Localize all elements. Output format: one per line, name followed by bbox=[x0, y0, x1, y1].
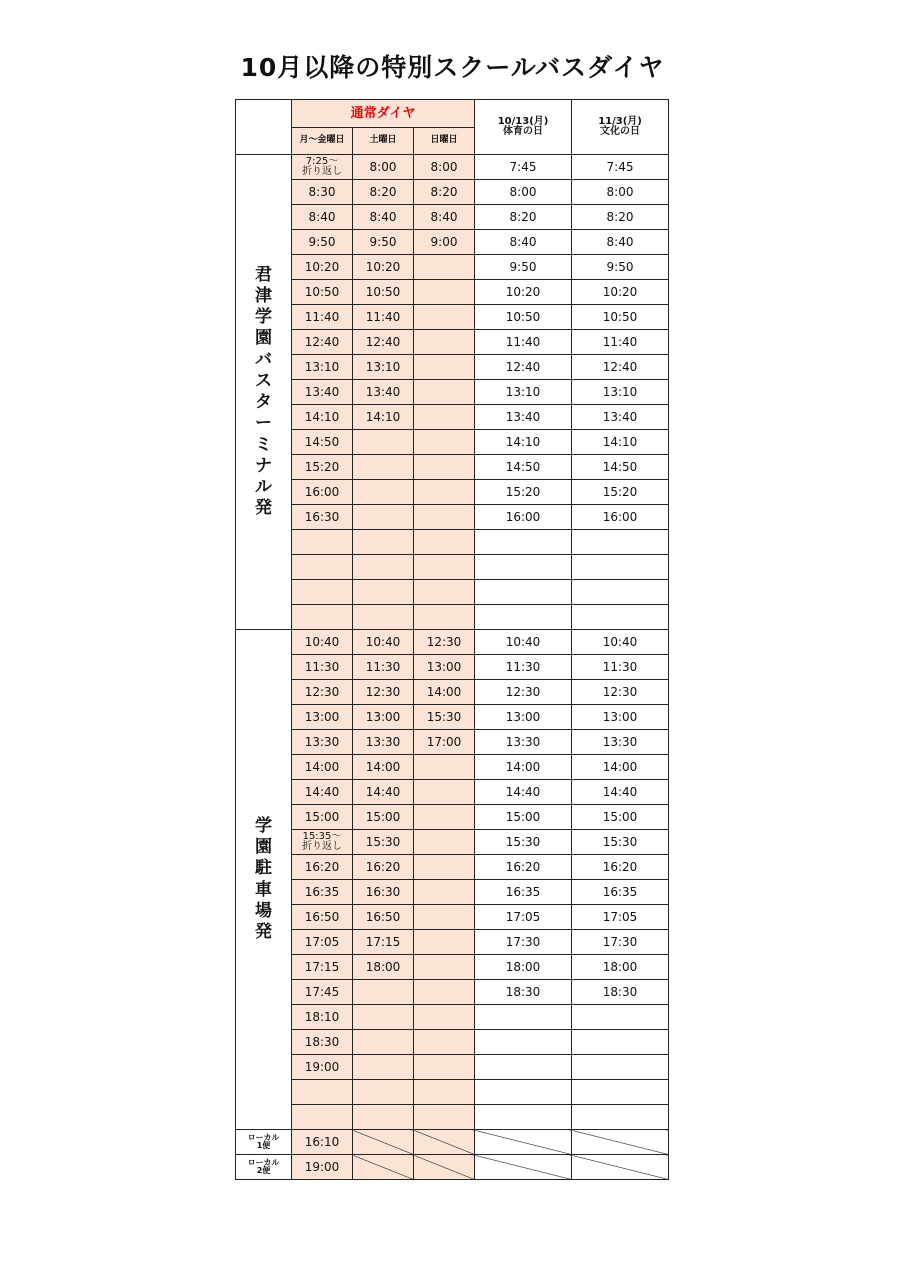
sunday-time-cell bbox=[414, 780, 475, 805]
sunday-time-cell: 12:30 bbox=[414, 630, 475, 655]
saturday-time-cell bbox=[353, 1080, 414, 1105]
not-applicable-cell bbox=[475, 1155, 572, 1180]
sunday-time-cell: 8:40 bbox=[414, 205, 475, 230]
special-day-2-time-cell bbox=[572, 580, 669, 605]
saturday-time-cell bbox=[353, 455, 414, 480]
saturday-header: 土曜日 bbox=[353, 128, 414, 155]
saturday-time-cell: 14:40 bbox=[353, 780, 414, 805]
special-day-2-time-cell: 13:30 bbox=[572, 730, 669, 755]
special-day-1-time-cell bbox=[475, 530, 572, 555]
section-label: 君津学園バスターミナル発 bbox=[236, 155, 292, 630]
special-day-1-time-cell: 14:40 bbox=[475, 780, 572, 805]
special-day-1-time-cell bbox=[475, 1105, 572, 1130]
special-day-1-time-cell: 8:20 bbox=[475, 205, 572, 230]
weekday-time-cell bbox=[292, 555, 353, 580]
special-day-1-time-cell: 13:00 bbox=[475, 705, 572, 730]
sunday-time-cell: 8:20 bbox=[414, 180, 475, 205]
weekday-time-cell: 10:40 bbox=[292, 630, 353, 655]
sunday-time-cell bbox=[414, 355, 475, 380]
table-row bbox=[236, 1055, 669, 1080]
weekday-time-cell: 15:20 bbox=[292, 455, 353, 480]
special-day-1-time-cell bbox=[475, 555, 572, 580]
special-day-1-time-cell: 14:00 bbox=[475, 755, 572, 780]
saturday-time-cell: 12:30 bbox=[353, 680, 414, 705]
special-day-1-time-cell: 9:50 bbox=[475, 255, 572, 280]
sunday-time-cell bbox=[414, 1030, 475, 1055]
weekday-time-cell: 16:30 bbox=[292, 505, 353, 530]
bus-timetable bbox=[235, 99, 669, 1180]
special-day-2-time-cell bbox=[572, 1080, 669, 1105]
table-row bbox=[236, 1005, 669, 1030]
table-row bbox=[236, 905, 669, 930]
saturday-time-cell: 16:50 bbox=[353, 905, 414, 930]
special-day-2-time-cell: 18:30 bbox=[572, 980, 669, 1005]
sunday-time-cell bbox=[414, 280, 475, 305]
weekday-time-cell: 7:25～ 折り返し bbox=[292, 155, 353, 180]
weekday-time-cell: 9:50 bbox=[292, 230, 353, 255]
weekday-time-cell: 11:40 bbox=[292, 305, 353, 330]
saturday-time-cell bbox=[353, 605, 414, 630]
table-row bbox=[236, 1105, 669, 1130]
sunday-time-cell bbox=[414, 905, 475, 930]
table-row bbox=[236, 330, 669, 355]
special-day-2-time-cell: 10:50 bbox=[572, 305, 669, 330]
table-row bbox=[236, 705, 669, 730]
table-row bbox=[236, 805, 669, 830]
weekday-time-cell: 18:10 bbox=[292, 1005, 353, 1030]
sunday-time-cell bbox=[414, 255, 475, 280]
special-day-1-time-cell: 15:30 bbox=[475, 830, 572, 855]
special-day-2-time-cell bbox=[572, 1030, 669, 1055]
special-day-1-time-cell: 13:40 bbox=[475, 405, 572, 430]
saturday-time-cell bbox=[353, 505, 414, 530]
not-applicable-cell bbox=[475, 1130, 572, 1155]
sunday-time-cell bbox=[414, 405, 475, 430]
sunday-time-cell bbox=[414, 455, 475, 480]
special-day-1-time-cell bbox=[475, 1030, 572, 1055]
table-row bbox=[236, 680, 669, 705]
saturday-time-cell: 10:40 bbox=[353, 630, 414, 655]
special-day-2-time-cell: 8:20 bbox=[572, 205, 669, 230]
local-row-label: ローカル 2便 bbox=[236, 1155, 292, 1180]
table-row bbox=[236, 180, 669, 205]
special-day-1-time-cell: 15:00 bbox=[475, 805, 572, 830]
special-day-2-time-cell: 18:00 bbox=[572, 955, 669, 980]
page-title: 10月以降の特別スクールバスダイヤ bbox=[240, 53, 665, 82]
special-day-2-time-cell: 14:10 bbox=[572, 430, 669, 455]
saturday-time-cell: 13:10 bbox=[353, 355, 414, 380]
weekday-time-cell bbox=[292, 1105, 353, 1130]
table-row bbox=[236, 955, 669, 980]
weekday-time-cell: 11:30 bbox=[292, 655, 353, 680]
weekday-time-cell: 13:30 bbox=[292, 730, 353, 755]
sunday-time-cell bbox=[414, 530, 475, 555]
weekday-time-cell: 10:50 bbox=[292, 280, 353, 305]
special-day-1-time-cell: 17:30 bbox=[475, 930, 572, 955]
not-applicable-cell bbox=[353, 1130, 414, 1155]
special-day-2-time-cell: 15:00 bbox=[572, 805, 669, 830]
weekday-header: 月～金曜日 bbox=[292, 128, 353, 155]
local-time-cell: 16:10 bbox=[292, 1130, 353, 1155]
special-day-2-time-cell: 13:00 bbox=[572, 705, 669, 730]
weekday-time-cell: 17:05 bbox=[292, 930, 353, 955]
table-row bbox=[236, 830, 669, 855]
special-day-2-time-cell bbox=[572, 1105, 669, 1130]
special-day-1-time-cell: 11:40 bbox=[475, 330, 572, 355]
special-day-1-time-cell bbox=[475, 1055, 572, 1080]
saturday-time-cell bbox=[353, 1030, 414, 1055]
saturday-time-cell: 16:30 bbox=[353, 880, 414, 905]
weekday-time-cell: 14:10 bbox=[292, 405, 353, 430]
weekday-time-cell: 16:20 bbox=[292, 855, 353, 880]
special-day-1-header: 10/13(月) 体育の日 bbox=[475, 100, 572, 155]
special-day-1-time-cell: 12:40 bbox=[475, 355, 572, 380]
special-day-1-time-cell: 10:40 bbox=[475, 630, 572, 655]
table-row bbox=[236, 930, 669, 955]
table-row bbox=[236, 505, 669, 530]
saturday-time-cell bbox=[353, 1055, 414, 1080]
not-applicable-cell bbox=[414, 1155, 475, 1180]
sunday-time-cell bbox=[414, 955, 475, 980]
weekday-time-cell: 17:45 bbox=[292, 980, 353, 1005]
special-day-1-time-cell: 18:00 bbox=[475, 955, 572, 980]
not-applicable-cell bbox=[572, 1155, 669, 1180]
header-corner bbox=[236, 100, 292, 155]
special-day-1-time-cell: 12:30 bbox=[475, 680, 572, 705]
special-day-2-time-cell bbox=[572, 555, 669, 580]
saturday-time-cell: 13:30 bbox=[353, 730, 414, 755]
sunday-time-cell: 9:00 bbox=[414, 230, 475, 255]
weekday-time-cell: 13:40 bbox=[292, 380, 353, 405]
special-day-1-time-cell: 11:30 bbox=[475, 655, 572, 680]
special-day-2-time-cell: 8:00 bbox=[572, 180, 669, 205]
special-day-2-time-cell: 11:30 bbox=[572, 655, 669, 680]
table-row bbox=[236, 630, 669, 655]
sunday-time-cell bbox=[414, 930, 475, 955]
table-row bbox=[236, 755, 669, 780]
sunday-time-cell bbox=[414, 605, 475, 630]
table-row bbox=[236, 530, 669, 555]
table-row bbox=[236, 980, 669, 1005]
special-day-1-time-cell: 17:05 bbox=[475, 905, 572, 930]
special-day-2-time-cell bbox=[572, 530, 669, 555]
special-day-2-time-cell: 15:20 bbox=[572, 480, 669, 505]
weekday-time-cell: 10:20 bbox=[292, 255, 353, 280]
weekday-time-cell bbox=[292, 530, 353, 555]
weekday-time-cell: 16:00 bbox=[292, 480, 353, 505]
saturday-time-cell: 9:50 bbox=[353, 230, 414, 255]
saturday-time-cell bbox=[353, 555, 414, 580]
saturday-time-cell bbox=[353, 580, 414, 605]
sunday-time-cell bbox=[414, 1055, 475, 1080]
sunday-time-cell bbox=[414, 1105, 475, 1130]
weekday-time-cell: 12:40 bbox=[292, 330, 353, 355]
local-time-cell: 19:00 bbox=[292, 1155, 353, 1180]
sunday-time-cell bbox=[414, 480, 475, 505]
special-day-1-time-cell bbox=[475, 605, 572, 630]
special-day-2-time-cell: 16:20 bbox=[572, 855, 669, 880]
saturday-time-cell bbox=[353, 530, 414, 555]
special-day-1-time-cell: 13:30 bbox=[475, 730, 572, 755]
special-day-2-time-cell bbox=[572, 605, 669, 630]
special-day-2-time-cell: 16:00 bbox=[572, 505, 669, 530]
weekday-time-cell: 8:30 bbox=[292, 180, 353, 205]
saturday-time-cell: 12:40 bbox=[353, 330, 414, 355]
saturday-time-cell: 18:00 bbox=[353, 955, 414, 980]
sunday-time-cell bbox=[414, 805, 475, 830]
special-day-2-time-cell bbox=[572, 1055, 669, 1080]
sunday-time-cell bbox=[414, 830, 475, 855]
special-day-2-time-cell: 17:05 bbox=[572, 905, 669, 930]
not-applicable-cell bbox=[414, 1130, 475, 1155]
special-day-1-time-cell: 13:10 bbox=[475, 380, 572, 405]
special-day-1-time-cell: 8:00 bbox=[475, 180, 572, 205]
sunday-time-cell bbox=[414, 580, 475, 605]
table-row bbox=[236, 305, 669, 330]
weekday-time-cell: 8:40 bbox=[292, 205, 353, 230]
weekday-time-cell: 12:30 bbox=[292, 680, 353, 705]
table-row bbox=[236, 205, 669, 230]
table-row bbox=[236, 655, 669, 680]
special-day-2-time-cell: 14:50 bbox=[572, 455, 669, 480]
saturday-time-cell bbox=[353, 980, 414, 1005]
weekday-time-cell: 15:35～ 折り返し bbox=[292, 830, 353, 855]
special-day-1-time-cell: 7:45 bbox=[475, 155, 572, 180]
special-day-1-time-cell: 10:20 bbox=[475, 280, 572, 305]
weekday-time-cell: 14:40 bbox=[292, 780, 353, 805]
table-row bbox=[236, 155, 669, 180]
table-row bbox=[236, 780, 669, 805]
table-row bbox=[236, 380, 669, 405]
saturday-time-cell: 15:00 bbox=[353, 805, 414, 830]
weekday-time-cell: 14:50 bbox=[292, 430, 353, 455]
sunday-time-cell bbox=[414, 855, 475, 880]
sunday-time-cell: 15:30 bbox=[414, 705, 475, 730]
special-day-1-time-cell: 14:50 bbox=[475, 455, 572, 480]
weekday-time-cell: 16:35 bbox=[292, 880, 353, 905]
weekday-time-cell: 19:00 bbox=[292, 1055, 353, 1080]
table-row bbox=[236, 730, 669, 755]
table-row bbox=[236, 480, 669, 505]
special-day-1-time-cell bbox=[475, 1080, 572, 1105]
saturday-time-cell bbox=[353, 480, 414, 505]
saturday-time-cell: 17:15 bbox=[353, 930, 414, 955]
sunday-time-cell bbox=[414, 380, 475, 405]
saturday-time-cell bbox=[353, 1105, 414, 1130]
saturday-time-cell: 15:30 bbox=[353, 830, 414, 855]
weekday-time-cell: 17:15 bbox=[292, 955, 353, 980]
sunday-time-cell bbox=[414, 555, 475, 580]
sunday-time-cell: 13:00 bbox=[414, 655, 475, 680]
special-day-1-time-cell: 10:50 bbox=[475, 305, 572, 330]
sunday-time-cell bbox=[414, 755, 475, 780]
sunday-time-cell bbox=[414, 330, 475, 355]
table-row bbox=[236, 280, 669, 305]
sunday-time-cell bbox=[414, 305, 475, 330]
special-day-2-time-cell: 16:35 bbox=[572, 880, 669, 905]
saturday-time-cell: 10:20 bbox=[353, 255, 414, 280]
saturday-time-cell: 16:20 bbox=[353, 855, 414, 880]
saturday-time-cell: 8:20 bbox=[353, 180, 414, 205]
weekday-time-cell: 16:50 bbox=[292, 905, 353, 930]
special-day-2-time-cell: 13:40 bbox=[572, 405, 669, 430]
special-day-2-time-cell: 14:00 bbox=[572, 755, 669, 780]
saturday-time-cell: 13:00 bbox=[353, 705, 414, 730]
saturday-time-cell: 13:40 bbox=[353, 380, 414, 405]
special-day-2-time-cell: 11:40 bbox=[572, 330, 669, 355]
special-day-1-time-cell: 16:00 bbox=[475, 505, 572, 530]
not-applicable-cell bbox=[572, 1130, 669, 1155]
table-row bbox=[236, 355, 669, 380]
saturday-time-cell: 14:00 bbox=[353, 755, 414, 780]
sunday-time-cell: 14:00 bbox=[414, 680, 475, 705]
table-row bbox=[236, 880, 669, 905]
special-day-2-time-cell bbox=[572, 1005, 669, 1030]
sunday-time-cell bbox=[414, 505, 475, 530]
table-row bbox=[236, 405, 669, 430]
local-row-label: ローカル 1便 bbox=[236, 1130, 292, 1155]
saturday-time-cell bbox=[353, 430, 414, 455]
weekday-time-cell: 13:10 bbox=[292, 355, 353, 380]
weekday-time-cell: 13:00 bbox=[292, 705, 353, 730]
special-day-1-time-cell: 15:20 bbox=[475, 480, 572, 505]
sunday-header: 日曜日 bbox=[414, 128, 475, 155]
sunday-time-cell bbox=[414, 980, 475, 1005]
saturday-time-cell: 14:10 bbox=[353, 405, 414, 430]
special-day-1-time-cell bbox=[475, 580, 572, 605]
special-day-2-time-cell: 10:40 bbox=[572, 630, 669, 655]
special-day-1-time-cell bbox=[475, 1005, 572, 1030]
sunday-time-cell bbox=[414, 1005, 475, 1030]
special-day-2-header: 11/3(月) 文化の日 bbox=[572, 100, 669, 155]
table-row bbox=[236, 580, 669, 605]
special-day-2-time-cell: 8:40 bbox=[572, 230, 669, 255]
special-day-1-time-cell: 16:20 bbox=[475, 855, 572, 880]
special-day-2-time-cell: 12:40 bbox=[572, 355, 669, 380]
section-label: 学園駐車場発 bbox=[236, 630, 292, 1130]
special-day-2-time-cell: 7:45 bbox=[572, 155, 669, 180]
saturday-time-cell: 11:40 bbox=[353, 305, 414, 330]
sunday-time-cell bbox=[414, 430, 475, 455]
saturday-time-cell: 8:40 bbox=[353, 205, 414, 230]
local-row bbox=[236, 1130, 669, 1155]
special-day-2-time-cell: 14:40 bbox=[572, 780, 669, 805]
special-day-2-time-cell: 9:50 bbox=[572, 255, 669, 280]
special-day-2-time-cell: 10:20 bbox=[572, 280, 669, 305]
special-day-1-time-cell: 14:10 bbox=[475, 430, 572, 455]
saturday-time-cell: 8:00 bbox=[353, 155, 414, 180]
special-day-2-time-cell: 13:10 bbox=[572, 380, 669, 405]
weekday-time-cell bbox=[292, 580, 353, 605]
special-day-1-time-cell: 18:30 bbox=[475, 980, 572, 1005]
not-applicable-cell bbox=[353, 1155, 414, 1180]
local-row bbox=[236, 1155, 669, 1180]
saturday-time-cell bbox=[353, 1005, 414, 1030]
weekday-time-cell bbox=[292, 605, 353, 630]
saturday-time-cell: 10:50 bbox=[353, 280, 414, 305]
table-row bbox=[236, 430, 669, 455]
table-row bbox=[236, 1080, 669, 1105]
table-row bbox=[236, 605, 669, 630]
weekday-time-cell: 15:00 bbox=[292, 805, 353, 830]
weekday-time-cell: 14:00 bbox=[292, 755, 353, 780]
weekday-time-cell bbox=[292, 1080, 353, 1105]
sunday-time-cell: 17:00 bbox=[414, 730, 475, 755]
table-row bbox=[236, 555, 669, 580]
special-day-2-time-cell: 12:30 bbox=[572, 680, 669, 705]
sunday-time-cell bbox=[414, 1080, 475, 1105]
normal-schedule-header: 通常ダイヤ bbox=[292, 100, 475, 128]
special-day-1-time-cell: 16:35 bbox=[475, 880, 572, 905]
special-day-2-time-cell: 15:30 bbox=[572, 830, 669, 855]
special-day-2-time-cell: 17:30 bbox=[572, 930, 669, 955]
special-day-1-time-cell: 8:40 bbox=[475, 230, 572, 255]
table-row bbox=[236, 230, 669, 255]
saturday-time-cell: 11:30 bbox=[353, 655, 414, 680]
table-row bbox=[236, 455, 669, 480]
table-row bbox=[236, 1030, 669, 1055]
table-row bbox=[236, 255, 669, 280]
sunday-time-cell: 8:00 bbox=[414, 155, 475, 180]
sunday-time-cell bbox=[414, 880, 475, 905]
weekday-time-cell: 18:30 bbox=[292, 1030, 353, 1055]
table-row bbox=[236, 855, 669, 880]
